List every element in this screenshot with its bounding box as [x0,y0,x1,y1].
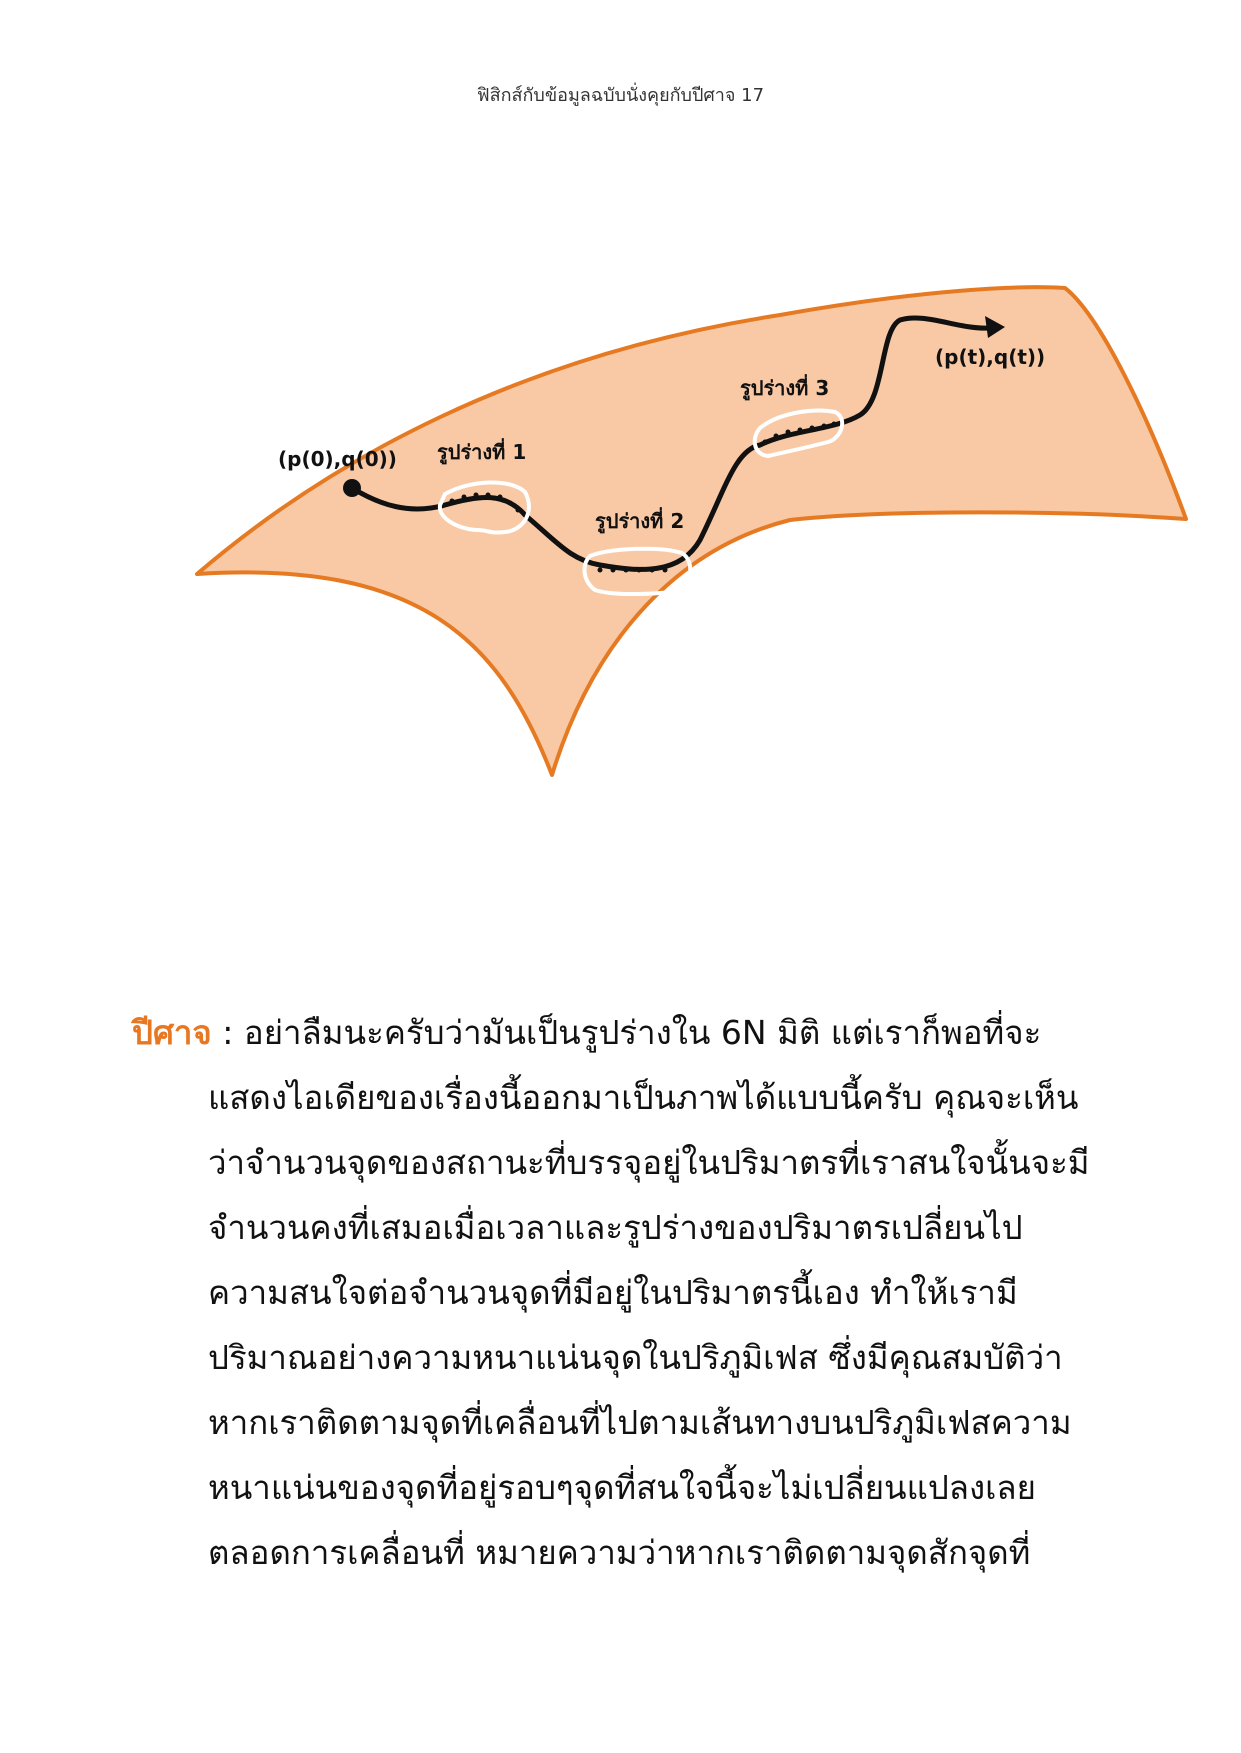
region-label-1: รูปร่างที่ 1 [437,440,527,464]
start-label: (p(0),q(0)) [278,447,397,471]
dialogue-text-line: แสดงไอเดียของเรื่องนี้ออกมาเป็นภาพได้แบบนี้ครับ คุณจะเห็น [208,1078,1079,1117]
dialogue-text-line: หนาแน่นของจุดที่อยู่รอบๆจุดที่สนใจนี้จะไม่เปลี่ยนแปลงเลย [208,1468,1036,1507]
running-header: ฟิสิกส์กับข้อมูลฉบับนั่งคุยกับปีศาจ 17 [476,85,765,106]
region-label-3: รูปร่างที่ 3 [740,376,830,400]
speaker-separator: : [211,1013,244,1052]
phase-space-figure [0,0,1241,820]
end-label: (p(t),q(t)) [935,345,1046,369]
dialogue-paragraph [132,1000,1162,1585]
dialogue-text-line: ปริมาณอย่างความหนาแน่นจุดในปริภูมิเฟส ซึ่งมีคุณสมบัติว่า [208,1338,1063,1377]
trajectory-start-point [343,479,361,497]
dialogue-text-line: หากเราติดตามจุดที่เคลื่อนที่ไปตามเส้นทางบนปริภูมิเฟสความ [208,1403,1072,1442]
dialogue-text-line: ว่าจำนวนจุดของสถานะที่บรรจุอยู่ในปริมาตรที่เราสนใจนั้นจะมี [208,1143,1090,1182]
dialogue-text-line: ตลอดการเคลื่อนที่ หมายความว่าหากเราติดตามจุดสักจุดที่ [208,1533,1031,1572]
dialogue-text-line: จำนวนคงที่เสมอเมื่อเวลาและรูปร่างของปริมาตรเปลี่ยนไป [208,1208,1023,1247]
dialogue-text-line: อย่าลืมนะครับว่ามันเป็นรูปร่างใน 6N มิติ แต่เราก็พอที่จะ [243,1013,1042,1052]
dialogue-text-line: ความสนใจต่อจำนวนจุดที่มีอยู่ในปริมาตรนี้เอง ทำให้เรามี [208,1273,1018,1312]
dialogue-line-1 [132,1000,1162,1065]
region-label-2: รูปร่างที่ 2 [595,509,685,533]
speaker-name: ปีศาจ [132,1013,212,1052]
